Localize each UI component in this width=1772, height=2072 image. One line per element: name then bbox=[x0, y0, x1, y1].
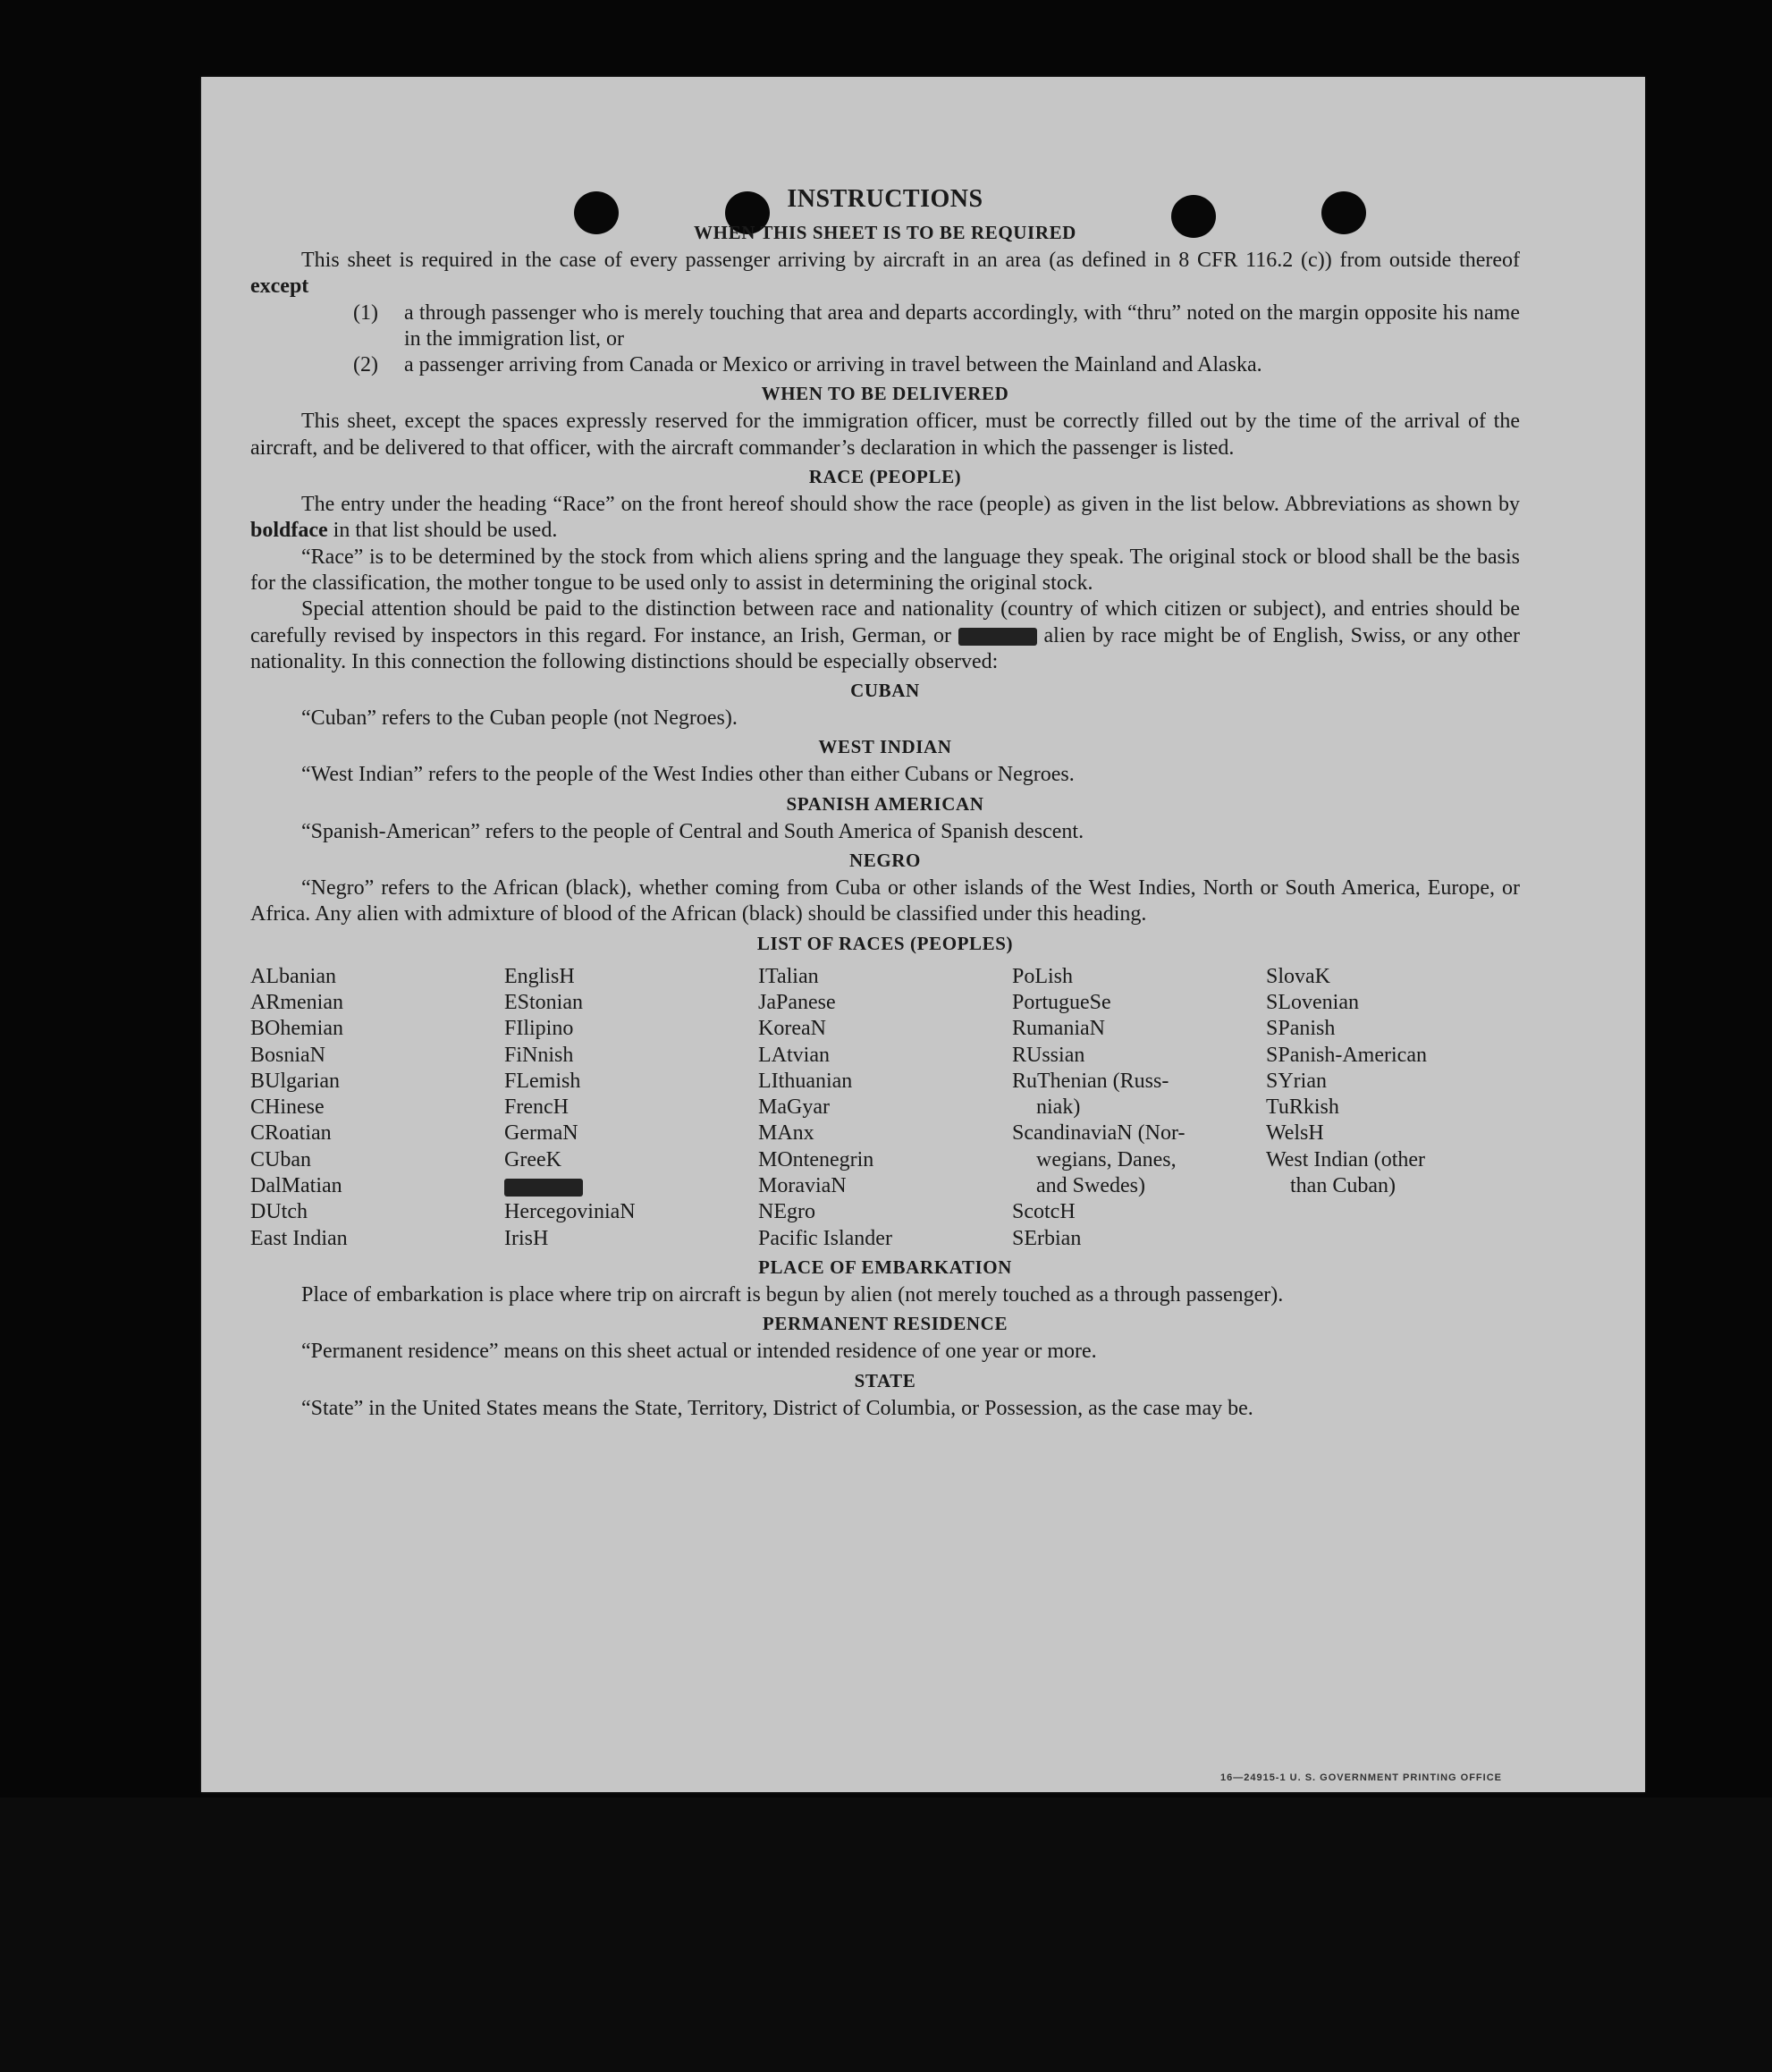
race-item: FLemish bbox=[504, 1069, 581, 1093]
paragraph-text: alien by race might be of English, Swiss, or any other nationality. In this connection the following distinctions should be especially observed: bbox=[250, 623, 1521, 673]
item-text: a passenger arriving from Canada or Mexico or arriving in travel between the Mainland and Alaska. bbox=[404, 353, 1262, 377]
race-item-continuation: niak) bbox=[1036, 1095, 1081, 1120]
paragraph bbox=[250, 492, 1520, 545]
paragraph-text: The entry under the heading “Race” on the front hereof should show the race (people) as given in the list below. Abbreviations as shown by bbox=[301, 493, 1520, 517]
race-item: MAnx bbox=[758, 1121, 814, 1146]
race-column bbox=[250, 964, 504, 1252]
race-item: West Indian (other bbox=[1266, 1147, 1426, 1171]
race-item: IrisH bbox=[504, 1226, 549, 1250]
race-item: BUlgarian bbox=[250, 1069, 340, 1093]
race-item-continuation: and Swedes) bbox=[1036, 1174, 1145, 1198]
race-item: TuRkish bbox=[1266, 1095, 1339, 1120]
race-item-redacted bbox=[504, 1173, 758, 1199]
paragraph: “Negro” refers to the African (black), whether coming from Cuba or other islands of the West Indies, North or South America, Europe, or Africa. Any alien with admixture of blood of the African (black) should be classified under this heading. bbox=[250, 876, 1520, 926]
race-item: SErbian bbox=[1012, 1226, 1082, 1250]
race-item: LAtvian bbox=[758, 1043, 830, 1067]
paragraph: “State” in the United States means the State, Territory, District of Columbia, or Possession, as the case may be. bbox=[301, 1396, 1253, 1420]
section-heading: LIST OF RACES (PEOPLES) bbox=[756, 932, 1014, 954]
race-item: FIlipino bbox=[504, 1017, 574, 1041]
section-heading: WHEN TO BE DELIVERED bbox=[761, 383, 1009, 405]
bold-text: except bbox=[250, 275, 309, 299]
section-heading: WHEN THIS SHEET IS TO BE REQUIRED bbox=[694, 222, 1076, 243]
paragraph: “Cuban” refers to the Cuban people (not Negroes). bbox=[301, 706, 738, 731]
race-item: MaGyar bbox=[758, 1095, 830, 1120]
item-text: a through passenger who is merely touching that area and departs accordingly, with “thru” noted on the margin opposite his name in the immigration list, or bbox=[404, 300, 1520, 351]
paragraph: “Spanish-American” refers to the people of Central and South America of Spanish descent. bbox=[301, 819, 1084, 843]
paragraph: “West Indian” refers to the people of the West Indies other than either Cubans or Negroes. bbox=[301, 763, 1075, 787]
printing-office-footer: 16—24915-1 U. S. GOVERNMENT PRINTING OFFICE bbox=[1219, 1772, 1502, 1783]
redaction-mark bbox=[504, 1179, 583, 1197]
race-item: RUssian bbox=[1012, 1043, 1085, 1067]
race-item: ARmenian bbox=[250, 990, 343, 1014]
section-heading: WEST INDIAN bbox=[818, 736, 952, 758]
race-item: EStonian bbox=[504, 990, 583, 1014]
paragraph-text: This sheet is required in the case of every passenger arriving by aircraft in an area (as defined in 8 CFR 116.2 (c)) from outside thereof bbox=[301, 249, 1520, 272]
section-heading: PERMANENT RESIDENCE bbox=[762, 1313, 1008, 1335]
race-item: BosniaN bbox=[250, 1043, 325, 1067]
paragraph: “Race” is to be determined by the stock from which aliens spring and the language they speak. The original stock or blood shall be the basis for the classification, the mother tongue to be used only to assist in determining the original stock. bbox=[250, 545, 1520, 595]
list-item bbox=[250, 300, 1520, 353]
race-item: FiNnish bbox=[504, 1043, 574, 1067]
race-item: RuThenian (Russ- bbox=[1012, 1069, 1169, 1093]
race-column bbox=[758, 964, 1012, 1252]
paragraph: This sheet, except the spaces expressly reserved for the immigration officer, must be correctly filled out by the time of the arrival of the aircraft, and be delivered to that officer, with the aircraft commander’s declaration in which the passenger is listed. bbox=[250, 410, 1520, 460]
race-item: SLovenian bbox=[1266, 990, 1359, 1014]
race-item-continuation: than Cuban) bbox=[1290, 1174, 1396, 1198]
bold-text: boldface bbox=[250, 519, 328, 543]
race-item: PoLish bbox=[1012, 964, 1074, 988]
race-item: FrencH bbox=[504, 1095, 569, 1120]
redaction-mark bbox=[958, 628, 1037, 646]
race-item: DalMatian bbox=[250, 1174, 342, 1198]
section-heading: RACE (PEOPLE) bbox=[808, 466, 962, 488]
race-item: SlovaK bbox=[1266, 964, 1330, 988]
race-column bbox=[504, 964, 758, 1252]
race-item: LIthuanian bbox=[758, 1069, 853, 1093]
item-number: (1) bbox=[353, 300, 378, 325]
race-item: JaPanese bbox=[758, 990, 836, 1014]
race-item: SPanish bbox=[1266, 1017, 1336, 1041]
race-item: CHinese bbox=[250, 1095, 325, 1120]
race-item: EnglisH bbox=[504, 964, 575, 988]
race-item: HercegoviniaN bbox=[504, 1200, 636, 1224]
list-item bbox=[250, 352, 1520, 378]
race-item: BOhemian bbox=[250, 1017, 343, 1041]
race-item: CRoatian bbox=[250, 1121, 332, 1146]
race-item: SPanish-American bbox=[1266, 1043, 1427, 1067]
paragraph-text: in that list should be used. bbox=[333, 519, 558, 543]
item-number: (2) bbox=[353, 353, 378, 377]
race-column bbox=[1012, 964, 1266, 1252]
race-item: East Indian bbox=[250, 1226, 348, 1250]
race-item: CUban bbox=[250, 1147, 311, 1171]
race-item: ScandinaviaN (Nor- bbox=[1012, 1121, 1186, 1146]
paragraph: Place of embarkation is place where trip on aircraft is begun by alien (not merely touched as a through passenger). bbox=[301, 1282, 1284, 1307]
race-item: ScotcH bbox=[1012, 1200, 1076, 1224]
section-heading: STATE bbox=[854, 1369, 916, 1391]
race-item: WelsH bbox=[1266, 1121, 1324, 1146]
race-item: SYrian bbox=[1266, 1069, 1327, 1093]
section-heading: NEGRO bbox=[848, 850, 921, 872]
race-item: Pacific Islander bbox=[758, 1226, 892, 1250]
race-item: KoreaN bbox=[758, 1017, 826, 1041]
race-item: NEgro bbox=[758, 1200, 815, 1224]
race-item: ITalian bbox=[758, 964, 819, 988]
paragraph-text: Special attention should be paid to the distinction between race and nationality (country of which citizen or subject), and entries should be carefully revised by inspectors in this regard. For instance, an Irish, German, or bbox=[250, 597, 1520, 647]
race-item: PortugueSe bbox=[1012, 990, 1111, 1014]
race-item-continuation: wegians, Danes, bbox=[1036, 1147, 1177, 1171]
section-heading: CUBAN bbox=[850, 680, 920, 702]
race-column bbox=[1266, 964, 1520, 1252]
instructions-body bbox=[250, 183, 1520, 1422]
paragraph: “Permanent residence” means on this sheet actual or intended residence of one year or more. bbox=[301, 1340, 1097, 1364]
section-heading: PLACE OF EMBARKATION bbox=[758, 1256, 1012, 1278]
race-item: DUtch bbox=[250, 1200, 308, 1224]
race-item: MOntenegrin bbox=[758, 1147, 874, 1171]
page-title: INSTRUCTIONS bbox=[787, 185, 983, 213]
race-item: MoraviaN bbox=[758, 1174, 847, 1198]
race-list bbox=[250, 964, 1520, 1252]
race-item: ALbanian bbox=[250, 964, 336, 988]
paragraph bbox=[250, 596, 1520, 675]
scan-background bbox=[0, 1797, 1772, 2072]
race-item: GermaN bbox=[504, 1121, 578, 1146]
section-heading: SPANISH AMERICAN bbox=[786, 792, 984, 815]
race-item: GreeK bbox=[504, 1147, 561, 1171]
paragraph bbox=[250, 248, 1520, 300]
race-item: RumaniaN bbox=[1012, 1017, 1105, 1041]
